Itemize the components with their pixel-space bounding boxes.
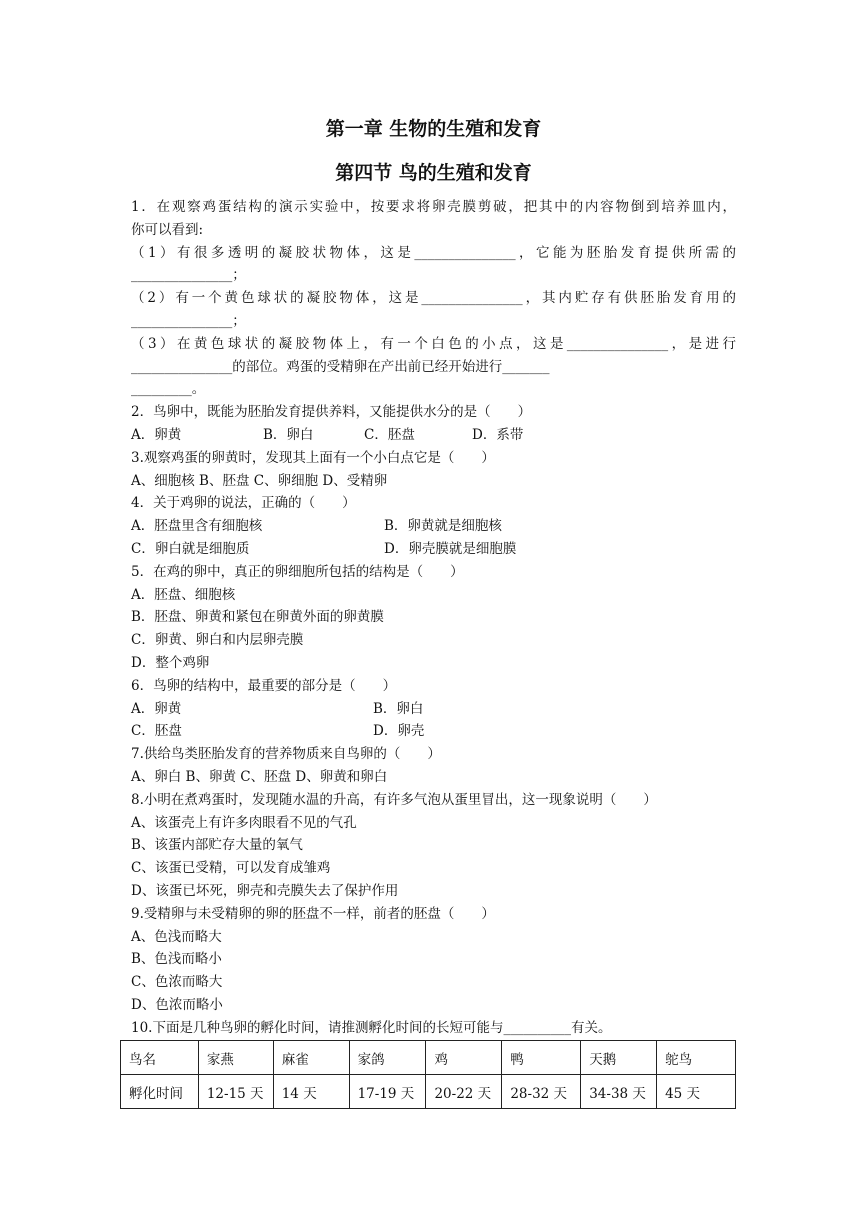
question-10 — [131, 1017, 736, 1040]
table-cell: 20-22 天 — [426, 1075, 502, 1109]
table-cell: 17-19 天 — [349, 1075, 426, 1109]
q6-option-b: B．卵白 — [373, 700, 424, 717]
question-5 — [131, 561, 736, 675]
q9-option-b: B、色浅而略小 — [131, 951, 222, 968]
q2-option-c: C．胚盘 — [364, 426, 415, 443]
table-cell: 家燕 — [198, 1041, 273, 1075]
q6-stem: 6．鸟卵的结构中，最重要的部分是（ ） — [131, 677, 397, 694]
hatching-time-table — [120, 1040, 736, 1109]
table-cell: 12-15 天 — [198, 1075, 273, 1109]
q5-option-c: C．卵黄、卵白和内层卵壳膜 — [131, 632, 304, 649]
q8-option-d: D、该蛋已坏死，卵壳和壳膜失去了保护作用 — [131, 882, 399, 899]
q6-options-row-2 — [131, 720, 736, 743]
question-9 — [131, 903, 736, 1017]
question-8 — [131, 789, 736, 903]
table-cell: 14 天 — [273, 1075, 349, 1109]
q5-stem: 5．在鸡的卵中，真正的卵细胞所包括的结构是（ ） — [131, 563, 464, 580]
question-2 — [131, 401, 736, 447]
q5-option-a: A．胚盘、细胞核 — [131, 586, 236, 603]
q2-option-b: B．卵白 — [263, 426, 314, 443]
q6-option-c: C．胚盘 — [131, 723, 182, 740]
q9-option-a: A、色浅而略大 — [131, 928, 222, 945]
q10-stem: 10.下面是几种鸟卵的孵化时间，请推测孵化时间的长短可能与__________有关。 — [131, 1019, 612, 1036]
table-cell: 鸭 — [502, 1041, 581, 1075]
table-cell: 鸡 — [426, 1041, 502, 1075]
q7-stem: 7.供给鸟类胚胎发育的营养物质来自鸟卵的（ ） — [131, 746, 441, 763]
q8-option-c: C、该蛋已受精，可以发育成雏鸡 — [131, 860, 331, 877]
worksheet-content — [131, 112, 736, 1039]
q1-part2-line-1: （2）有一个黄色球状的凝胶物体，这是_______________，其内贮存有供胚胎发育用的 — [131, 290, 736, 307]
q4-option-a: A．胚盘里含有细胞核 — [131, 518, 263, 535]
table-cell: 34-38 天 — [581, 1075, 657, 1109]
q6-option-a: A．卵黄 — [131, 700, 182, 717]
q2-options — [131, 424, 736, 447]
chapter-title: 第一章 生物的生殖和发育 — [325, 118, 542, 140]
table-cell: 45 天 — [657, 1075, 736, 1109]
q3-options: A、细胞核 B、胚盘 C、卵细胞 D、受精卵 — [131, 472, 388, 489]
q9-option-d: D、色浓而略小 — [131, 996, 223, 1013]
q1-stem-line-2: 你可以看到: — [131, 221, 204, 238]
q1-part1-line-1: （1）有很多透明的凝胶状物体，这是_______________，它能为胚胎发育提供所需的 — [131, 244, 736, 261]
q4-option-d: D．卵壳膜就是细胞膜 — [384, 540, 517, 557]
table-cell: 家鸽 — [349, 1041, 426, 1075]
question-4 — [131, 492, 736, 560]
table-cell: 鸟名 — [121, 1041, 199, 1075]
table-cell: 鸵鸟 — [657, 1041, 736, 1075]
q1-stem-line-1: 1．在观察鸡蛋结构的演示实验中，按要求将卵壳膜剪破，把其中的内容物倒到培养皿内， — [131, 199, 736, 215]
q5-option-b: B．胚盘、卵黄和紧包在卵黄外面的卵黄膜 — [131, 609, 384, 626]
q5-option-d: D．整个鸡卵 — [131, 654, 210, 671]
q2-option-a: A．卵黄 — [131, 426, 182, 443]
q3-stem: 3.观察鸡蛋的卵黄时，发现其上面有一个小白点它是（ ） — [131, 449, 495, 466]
q4-option-c: C．卵白就是细胞质 — [131, 540, 250, 557]
table-cell: 天鹅 — [581, 1041, 657, 1075]
q4-option-b: B．卵黄就是细胞核 — [384, 518, 502, 535]
table-cell: 孵化时间 — [121, 1075, 199, 1109]
table-row — [121, 1075, 736, 1109]
question-7 — [131, 743, 736, 789]
q8-stem: 8.小明在煮鸡蛋时，发现随水温的升高，有许多气泡从蛋里冒出，这一现象说明（ ） — [131, 791, 657, 808]
table-row — [121, 1041, 736, 1075]
section-title: 第四节 鸟的生殖和发育 — [335, 162, 532, 184]
q1-part3-line-3: _________。 — [131, 381, 206, 398]
q4-options-row-2 — [131, 538, 736, 561]
q7-options: A、卵白 B、卵黄 C、胚盘 D、卵黄和卵白 — [131, 768, 388, 785]
q9-stem: 9.受精卵与未受精卵的卵的胚盘不一样，前者的胚盘（ ） — [131, 905, 495, 922]
q2-stem: 2．鸟卵中，既能为胚胎发育提供养料，又能提供水分的是（ ） — [131, 404, 532, 421]
q1-part1-line-2: _______________； — [131, 267, 246, 284]
q1-part3-line-2: _______________的部位。鸡蛋的受精卵在产出前已经开始进行_______ — [131, 358, 550, 375]
question-6 — [131, 675, 736, 743]
q9-option-c: C、色浓而略大 — [131, 974, 223, 991]
table-cell: 麻雀 — [273, 1041, 349, 1075]
question-3 — [131, 447, 736, 493]
q4-options-row-1 — [131, 515, 736, 538]
q6-option-d: D．卵壳 — [373, 723, 425, 740]
q6-options-row-1 — [131, 698, 736, 721]
q2-option-d: D．系带 — [472, 426, 524, 443]
table-cell: 28-32 天 — [502, 1075, 581, 1109]
q1-part3-line-1: （3）在黄色球状的凝胶物体上，有一个白色的小点，这是_______________，是进行 — [131, 335, 736, 352]
q8-option-b: B、该蛋内部贮存大量的氧气 — [131, 837, 303, 854]
q4-stem: 4．关于鸡卵的说法，正确的（ ） — [131, 495, 356, 512]
question-1 — [131, 196, 736, 401]
q8-option-a: A、该蛋壳上有许多肉眼看不见的气孔 — [131, 814, 357, 831]
q1-part2-line-2: _______________； — [131, 312, 246, 329]
